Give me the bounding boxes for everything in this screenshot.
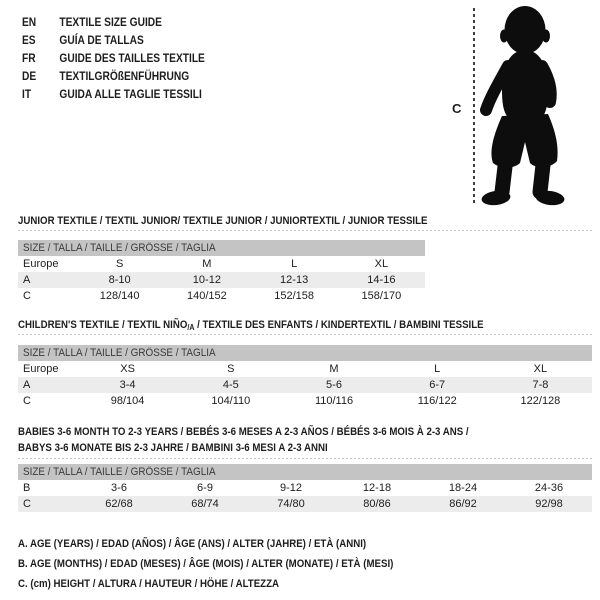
size-cell: 110/116 xyxy=(314,395,354,407)
size-cell: M xyxy=(329,363,339,375)
size-cell: 74/80 xyxy=(277,498,305,510)
size-header-label: SIZE / TALLA / TAILLE / GRÖSSE / TAGLIA xyxy=(23,242,216,254)
size-cell: 14-16 xyxy=(367,274,396,286)
baby-figure xyxy=(440,0,600,215)
size-cell: S xyxy=(115,258,124,270)
language-row xyxy=(22,85,205,103)
size-cell: 24-36 xyxy=(534,482,564,494)
dotted-divider xyxy=(18,230,592,231)
size-cell: 4-5 xyxy=(222,379,239,391)
language-code: IT xyxy=(22,87,32,101)
language-code: EN xyxy=(22,15,37,29)
size-cell: L xyxy=(291,258,298,270)
size-cell: 9-12 xyxy=(279,482,303,494)
height-measure-label: C xyxy=(452,101,462,116)
size-cell: 10-12 xyxy=(192,274,221,286)
size-cell: 3-6 xyxy=(111,482,127,494)
language-list xyxy=(22,13,237,103)
table-row xyxy=(18,288,425,304)
table-row xyxy=(18,496,592,512)
legend-line-c: C. (cm) HEIGHT / ALTURA / HAUTEUR / HÖHE / ALTEZZA xyxy=(18,578,280,590)
dotted-divider xyxy=(18,334,592,335)
size-cell: M xyxy=(202,258,212,270)
row-label: B xyxy=(23,482,31,494)
size-cell: 12-18 xyxy=(362,482,392,494)
size-header-label: SIZE / TALLA / TAILLE / GRÖSSE / TAGLIA xyxy=(23,466,216,478)
size-cell: 158/170 xyxy=(361,290,402,302)
size-cell: 122/128 xyxy=(520,395,561,407)
size-table-header-bar xyxy=(18,345,592,361)
size-cell: 98/104 xyxy=(110,395,145,407)
babies-size-table xyxy=(18,464,592,512)
language-row xyxy=(22,67,205,85)
size-cell: S xyxy=(227,363,235,375)
children-section xyxy=(18,319,592,409)
language-label: GUÍA DE TALLAS xyxy=(59,33,144,47)
babies-title-line1: BABIES 3-6 MONTH TO 2-3 YEARS / BEBÉS 3-6 MESES A 2-3 AÑOS / BÉBÉS 3-6 MOIS À 2-3 ANS / xyxy=(18,426,469,438)
size-cell: 116/122 xyxy=(417,395,457,407)
size-cell: 152/158 xyxy=(274,290,314,302)
language-label: TEXTILE SIZE GUIDE xyxy=(59,15,162,29)
size-cell: 6-7 xyxy=(429,379,446,391)
table-row xyxy=(18,377,592,393)
size-cell: 62/68 xyxy=(105,498,133,510)
children-title xyxy=(18,319,523,334)
size-cell: 5-6 xyxy=(326,379,342,391)
children-title-sub: /A xyxy=(187,323,195,332)
babies-section xyxy=(18,424,592,514)
size-cell: XS xyxy=(120,363,135,375)
legend-line-b: B. AGE (MONTHS) / EDAD (MESES) / ÂGE (MOIS) / ALTER (MONATE) / ETÀ (MESI) xyxy=(18,558,394,570)
language-label: TEXTILGRÖßENFÜHRUNG xyxy=(59,69,190,83)
junior-size-table xyxy=(18,240,425,304)
row-label: A xyxy=(23,274,31,286)
junior-title: JUNIOR TEXTILE / TEXTIL JUNIOR/ TEXTILE JUNIOR / JUNIORTEXTIL / JUNIOR TESSILE xyxy=(18,215,428,227)
babies-title-line2: BABYS 3-6 MONATE BIS 2-3 JAHRE / BAMBINI 3-6 MESI A 2-3 ANNI xyxy=(18,442,328,454)
row-label: C xyxy=(23,290,31,302)
table-row xyxy=(18,361,592,377)
table-row xyxy=(18,272,425,288)
size-cell: 7-8 xyxy=(532,379,549,391)
measure-legend xyxy=(18,534,445,594)
size-cell: 104/110 xyxy=(211,395,251,407)
table-row xyxy=(18,393,592,409)
size-table-header-bar xyxy=(18,240,425,256)
children-title-post: / TEXTILE DES ENFANTS / KINDERTEXTIL / BAMBINI TESSILE xyxy=(194,319,484,331)
size-cell: 140/152 xyxy=(186,290,227,302)
row-label: Europe xyxy=(23,363,59,375)
table-row xyxy=(18,480,592,496)
junior-section xyxy=(18,215,592,304)
size-cell: 68/74 xyxy=(191,498,219,510)
size-cell: 18-24 xyxy=(448,482,478,494)
size-cell: 12-13 xyxy=(280,274,309,286)
size-cell: 3-4 xyxy=(119,379,136,391)
size-cell: 92/98 xyxy=(535,498,563,510)
row-label: C xyxy=(23,498,31,510)
size-header-label: SIZE / TALLA / TAILLE / GRÖSSE / TAGLIA xyxy=(23,347,216,359)
size-cell: L xyxy=(434,363,441,375)
row-label: C xyxy=(23,395,31,407)
size-cell: 8-10 xyxy=(108,274,131,286)
language-code: FR xyxy=(22,51,36,65)
legend-line-a: A. AGE (YEARS) / EDAD (AÑOS) / ÂGE (ANS) / ALTER (JAHRE) / ETÀ (ANNI) xyxy=(18,538,367,550)
size-cell: 6-9 xyxy=(197,482,213,494)
language-code: DE xyxy=(22,69,37,83)
language-label: GUIDA ALLE TAGLIE TESSILI xyxy=(59,87,202,101)
language-code: ES xyxy=(22,33,36,47)
dotted-divider xyxy=(18,458,592,459)
size-cell: XL xyxy=(374,258,389,270)
size-cell: XL xyxy=(533,363,548,375)
language-row xyxy=(22,31,205,49)
baby-silhouette xyxy=(450,0,600,215)
size-cell: 128/140 xyxy=(99,290,140,302)
size-cell: 80/86 xyxy=(363,498,391,510)
row-label: Europe xyxy=(23,258,59,270)
size-table-header-bar xyxy=(18,464,592,480)
children-title-pre: CHILDREN'S TEXTILE / TEXTIL NIÑO xyxy=(18,319,188,331)
row-label: A xyxy=(23,379,31,391)
children-size-table xyxy=(18,345,592,409)
language-label: GUIDE DES TAILLES TEXTILE xyxy=(59,51,205,65)
language-row xyxy=(22,49,205,67)
language-row xyxy=(22,13,205,31)
size-cell: 86/92 xyxy=(449,498,477,510)
table-row xyxy=(18,256,425,272)
